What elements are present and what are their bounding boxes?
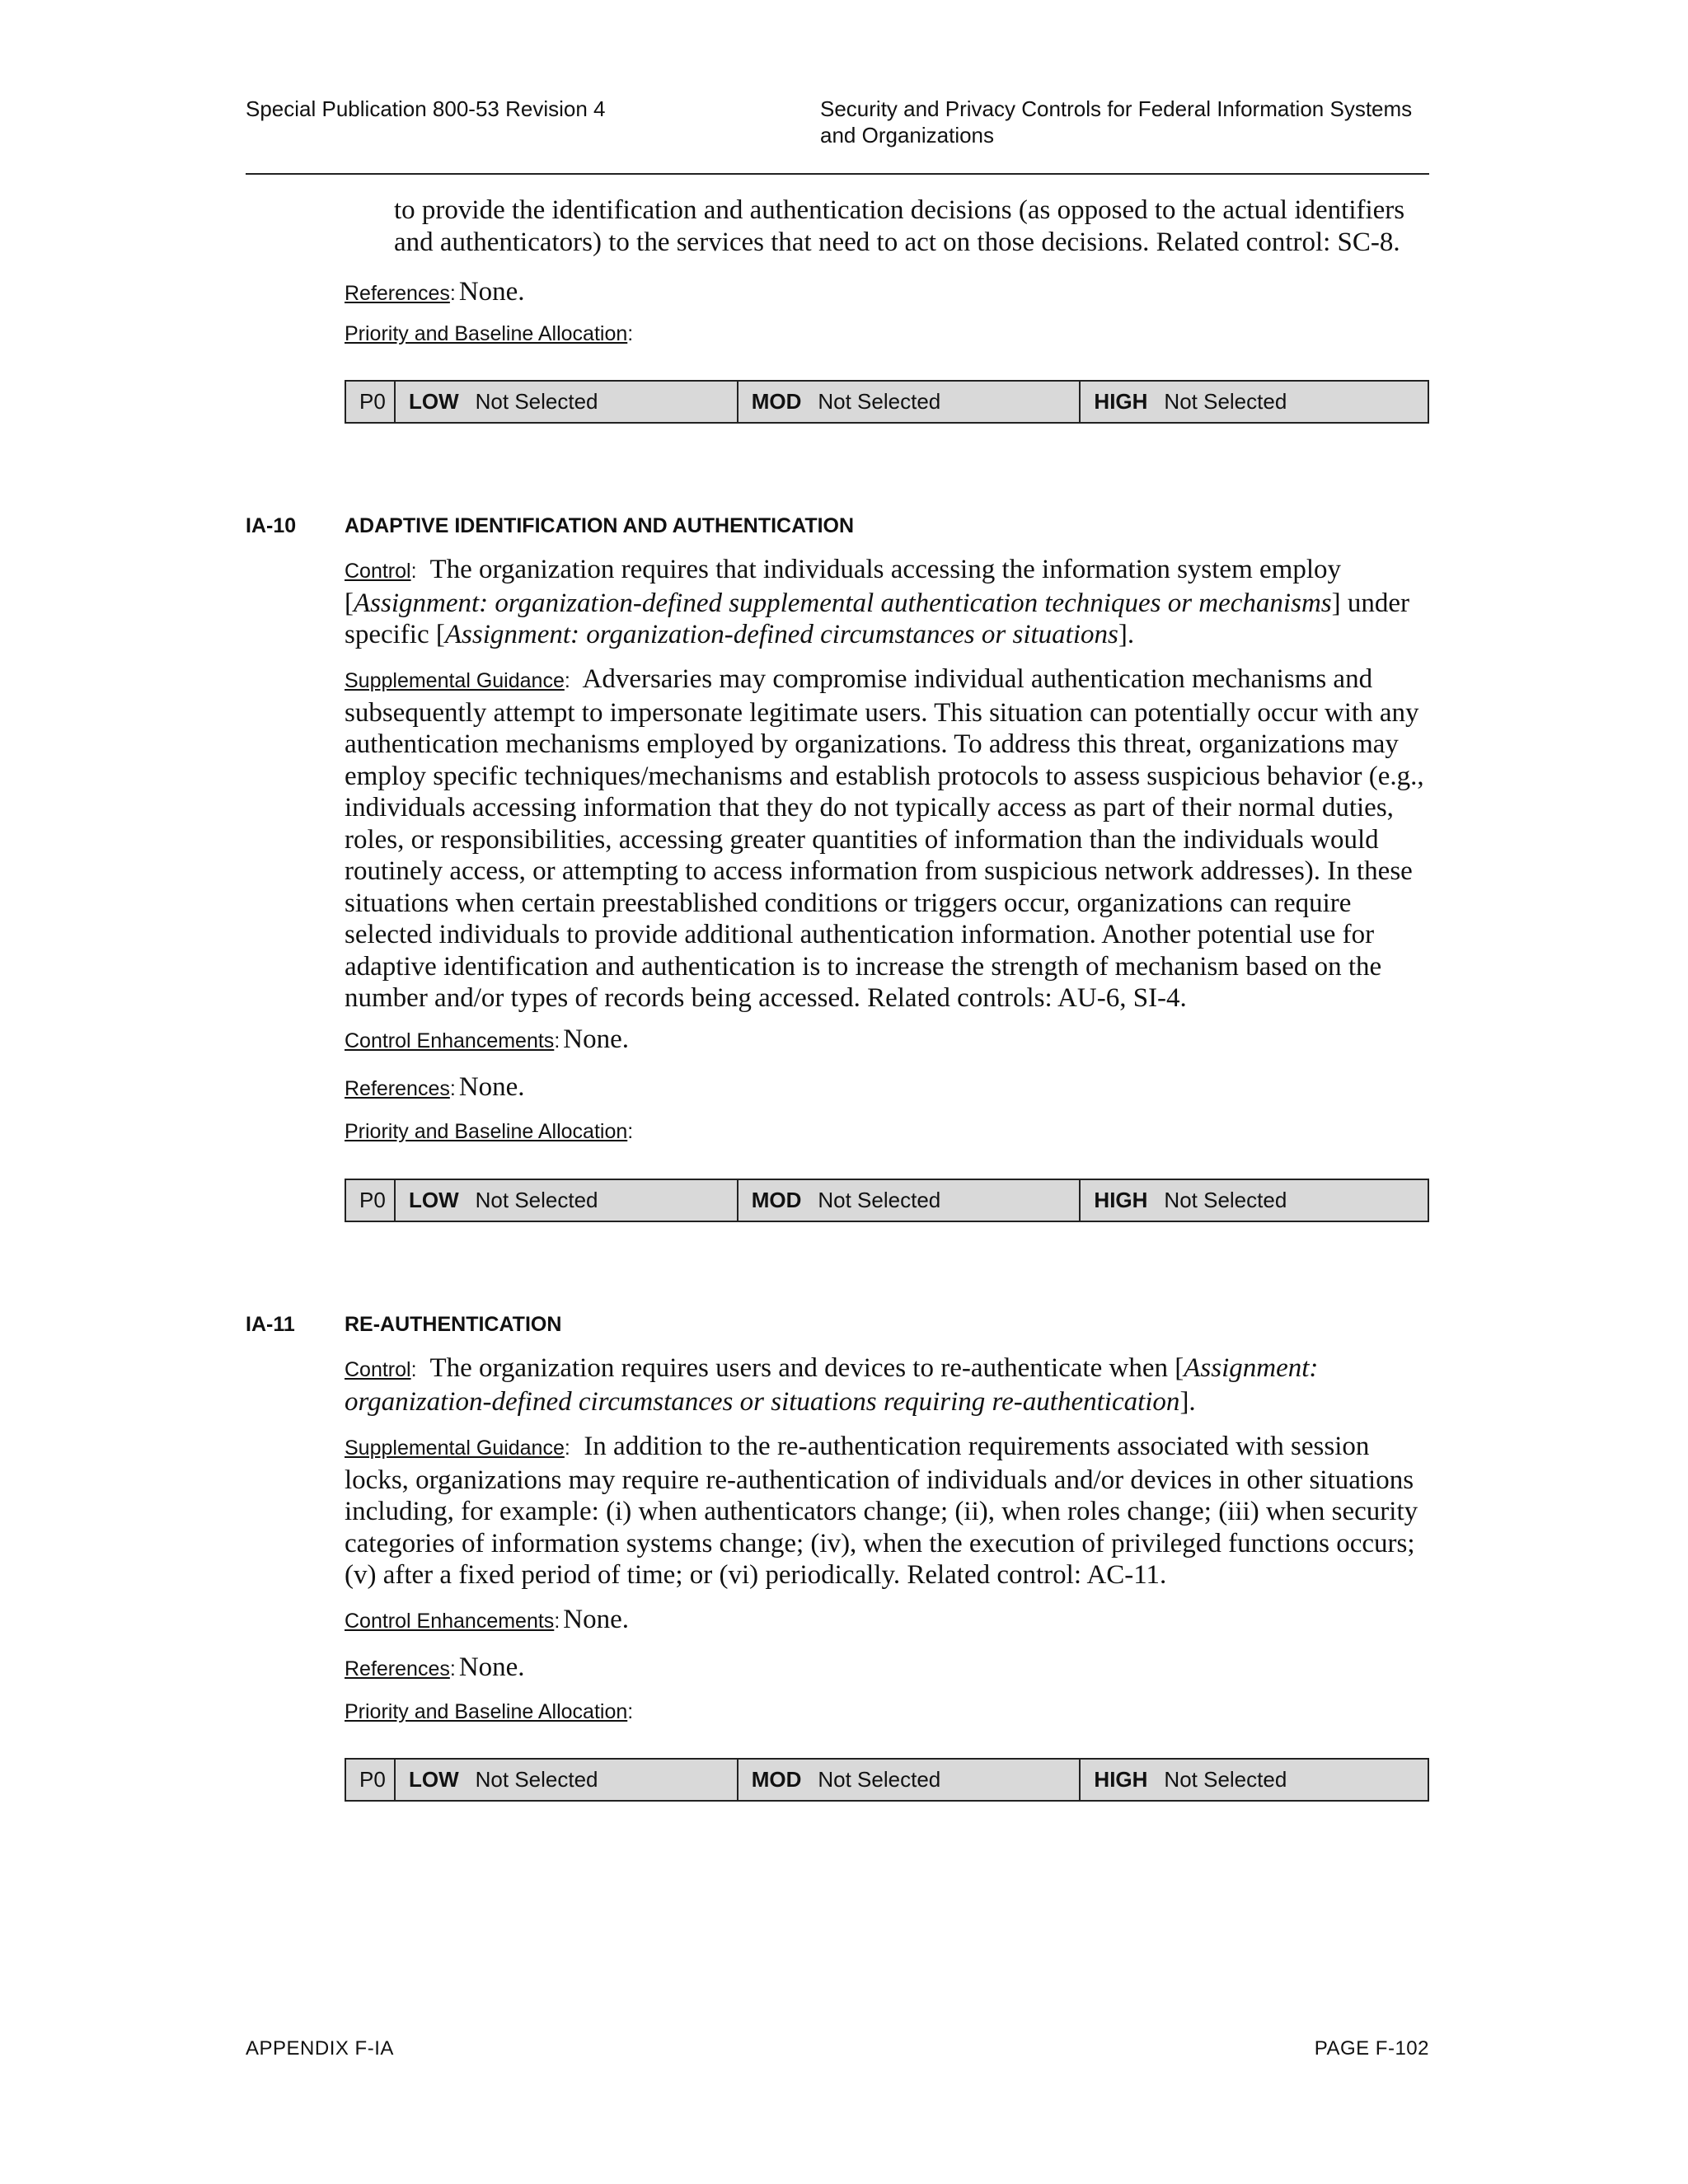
low-label: LOW xyxy=(409,1767,459,1792)
assignment-text: Assignment: organization-defined circumstances or situations requiring re-authentication xyxy=(345,1353,1319,1417)
high-cell xyxy=(1080,1759,1428,1801)
control-label: Control xyxy=(345,1358,411,1381)
low-cell xyxy=(395,381,738,423)
baseline-table-1 xyxy=(345,380,1429,424)
priority-label: Priority and Baseline Allocation xyxy=(345,1700,628,1723)
control-label: Control xyxy=(345,560,411,583)
references-value: None. xyxy=(458,1072,525,1102)
ia11-enhancements: Control Enhancements: None. xyxy=(345,1605,629,1634)
header-document-title: Security and Privacy Controls for Federal Information Systems and Organizations xyxy=(820,96,1413,148)
control-title-ia10: ADAPTIVE IDENTIFICATION AND AUTHENTICATION xyxy=(345,514,855,537)
mod-value: Not Selected xyxy=(818,1767,941,1792)
high-label: HIGH xyxy=(1094,1767,1148,1792)
control-text: The organization requires users and devices to re-authenticate when [ xyxy=(429,1353,1184,1383)
low-cell xyxy=(395,1179,738,1221)
guidance-text: Adversaries may compromise individual authentication mechanisms and subsequently attempt to impersonate legitimate users. This situation can potentially occur with any authentication mechanisms employed by organizations. To address this threat, organizations may employ specific techniques/mechanisms and establish protocols to assess suspicious behavior (e.g., individuals accessing information that they do not typically access as part of their normal duties, roles, or responsibilities, accessing greater quantities of information than the individuals would routinely access, or attempting to access information from suspicious network addresses). In these situations when certain preestablished conditions or triggers occur, organizations can require selected individuals to provide additional authentication information. Another potential use for adaptive identification and authentication is to increase the strength of mechanism based on the number and/or types of records being accessed. Related controls: AU-6, SI-4. xyxy=(345,664,1424,1013)
enhancements-value: None. xyxy=(563,1605,629,1634)
mod-cell xyxy=(738,1179,1081,1221)
baseline-table-3 xyxy=(345,1758,1429,1802)
control-title-ia11: RE-AUTHENTICATION xyxy=(345,1313,562,1336)
references-label: References xyxy=(345,1657,450,1680)
references-label: References xyxy=(345,282,450,305)
priority-cell: P0 xyxy=(345,1759,395,1801)
low-value: Not Selected xyxy=(475,1767,598,1792)
ia11-references: References: None. xyxy=(345,1652,525,1682)
mod-value: Not Selected xyxy=(818,1188,941,1212)
baseline-table-2 xyxy=(345,1179,1429,1222)
enhancements-label: Control Enhancements xyxy=(345,1610,555,1633)
references-value: None. xyxy=(458,277,525,307)
low-label: LOW xyxy=(409,389,459,414)
priority-label: Priority and Baseline Allocation xyxy=(345,1120,628,1143)
continuation-references: References: None. xyxy=(345,277,525,307)
assignment-text: Assignment: organization-defined circumstances or situations xyxy=(444,620,1118,649)
ia10-enhancements: Control Enhancements: None. xyxy=(345,1024,629,1054)
mod-cell xyxy=(738,1759,1081,1801)
enhancements-label: Control Enhancements xyxy=(345,1029,555,1052)
control-text: The organization requires that individuals accessing the information system employ [ xyxy=(345,555,1341,618)
control-id-ia11: IA-11 xyxy=(246,1313,295,1336)
low-value: Not Selected xyxy=(475,389,598,414)
high-value: Not Selected xyxy=(1164,389,1287,414)
continuation-priority-heading: Priority and Baseline Allocation: xyxy=(345,322,634,345)
ia11-guidance-paragraph: Supplemental Guidance: In addition to the re-authentication requirements associated with session locks, organizations may require re-authentication of individuals and/or devices in other situations including, for example: (i) when authenticators change; (ii), when roles change; (iii) when security categories of information systems change; (iv), when the execution of privileged functions occurs; (v) after a fixed period of time; or (vi) periodically. Related control: AC-11. xyxy=(345,1432,1418,1590)
footer-appendix: APPENDIX F-IA xyxy=(246,2037,394,2060)
low-cell xyxy=(395,1759,738,1801)
footer-page-number: PAGE F-102 xyxy=(1314,2037,1429,2060)
ia10-references: References: None. xyxy=(345,1072,525,1102)
ia10-control-paragraph: Control: The organization requires that individuals accessing the information system employ [Assignment: organization-defined supplemental authentication techniques or mechanisms] under specific [Assignment: organization-defined circumstances or situations]. xyxy=(345,555,1410,649)
high-cell xyxy=(1080,381,1428,423)
ia10-priority-heading: Priority and Baseline Allocation: xyxy=(345,1120,634,1143)
header-divider xyxy=(246,173,1429,175)
mod-label: MOD xyxy=(751,1767,802,1792)
guidance-label: Supplemental Guidance xyxy=(345,1436,565,1460)
priority-label: Priority and Baseline Allocation xyxy=(345,322,628,345)
high-label: HIGH xyxy=(1094,1188,1148,1212)
ia11-priority-heading: Priority and Baseline Allocation: xyxy=(345,1700,634,1723)
ia11-control-paragraph: Control: The organization requires users and devices to re-authenticate when [Assignment: organization-defined circumstances or situations requiring re-authentication]. xyxy=(345,1353,1319,1417)
ia10-guidance-paragraph: Supplemental Guidance: Adversaries may compromise individual authentication mechanisms and subsequently attempt to impersonate legitimate users. This situation can potentially occur with any authentication mechanisms employed by organizations. To address this threat, organizations may employ specific techniques/mechanisms and establish protocols to assess suspicious behavior (e.g., individuals accessing information that they do not typically access as part of their normal duties, roles, or responsibilities, accessing greater quantities of information than the individuals would routinely access, or attempting to access information from suspicious network addresses). In these situations when certain preestablished conditions or triggers occur, organizations can require selected individuals to provide additional authentication information. Another potential use for adaptive identification and authentication is to increase the strength of mechanism based on the number and/or types of records being accessed. Related controls: AU-6, SI-4. xyxy=(345,664,1424,1013)
mod-label: MOD xyxy=(751,389,802,414)
high-value: Not Selected xyxy=(1164,1767,1287,1792)
references-label: References xyxy=(345,1077,450,1100)
low-label: LOW xyxy=(409,1188,459,1212)
enhancements-value: None. xyxy=(563,1024,629,1054)
guidance-text: In addition to the re-authentication requirements associated with session locks, organizations may require re-authentication of individuals and/or devices in other situations including, for example: (i) when authenticators change; (ii), when roles change; (iii) when security categories of information systems change; (iv), when the execution of privileged functions occurs; (v) after a fixed period of time; or (vi) periodically. Related control: AC-11. xyxy=(345,1432,1418,1590)
control-id-ia10: IA-10 xyxy=(246,514,297,537)
high-label: HIGH xyxy=(1094,389,1148,414)
references-value: None. xyxy=(458,1652,525,1682)
priority-cell: P0 xyxy=(345,381,395,423)
high-value: Not Selected xyxy=(1164,1188,1287,1212)
continuation-paragraph: to provide the identification and authentication decisions (as opposed to the actual identifiers and authenticators) to the services that need to act on those decisions. Related control: SC-8. xyxy=(394,195,1405,257)
low-value: Not Selected xyxy=(475,1188,598,1212)
priority-cell: P0 xyxy=(345,1179,395,1221)
high-cell xyxy=(1080,1179,1428,1221)
guidance-label: Supplemental Guidance xyxy=(345,669,565,692)
control-text: ] under specific [ xyxy=(345,588,1410,649)
control-text: ]. xyxy=(1179,1386,1196,1417)
mod-cell xyxy=(738,381,1081,423)
mod-label: MOD xyxy=(751,1188,802,1212)
assignment-text: Assignment: organization-defined supplemental authentication techniques or mechanisms xyxy=(354,588,1332,618)
header-publication: Special Publication 800-53 Revision 4 xyxy=(246,96,606,121)
control-text: ]. xyxy=(1118,620,1135,649)
mod-value: Not Selected xyxy=(818,389,941,414)
